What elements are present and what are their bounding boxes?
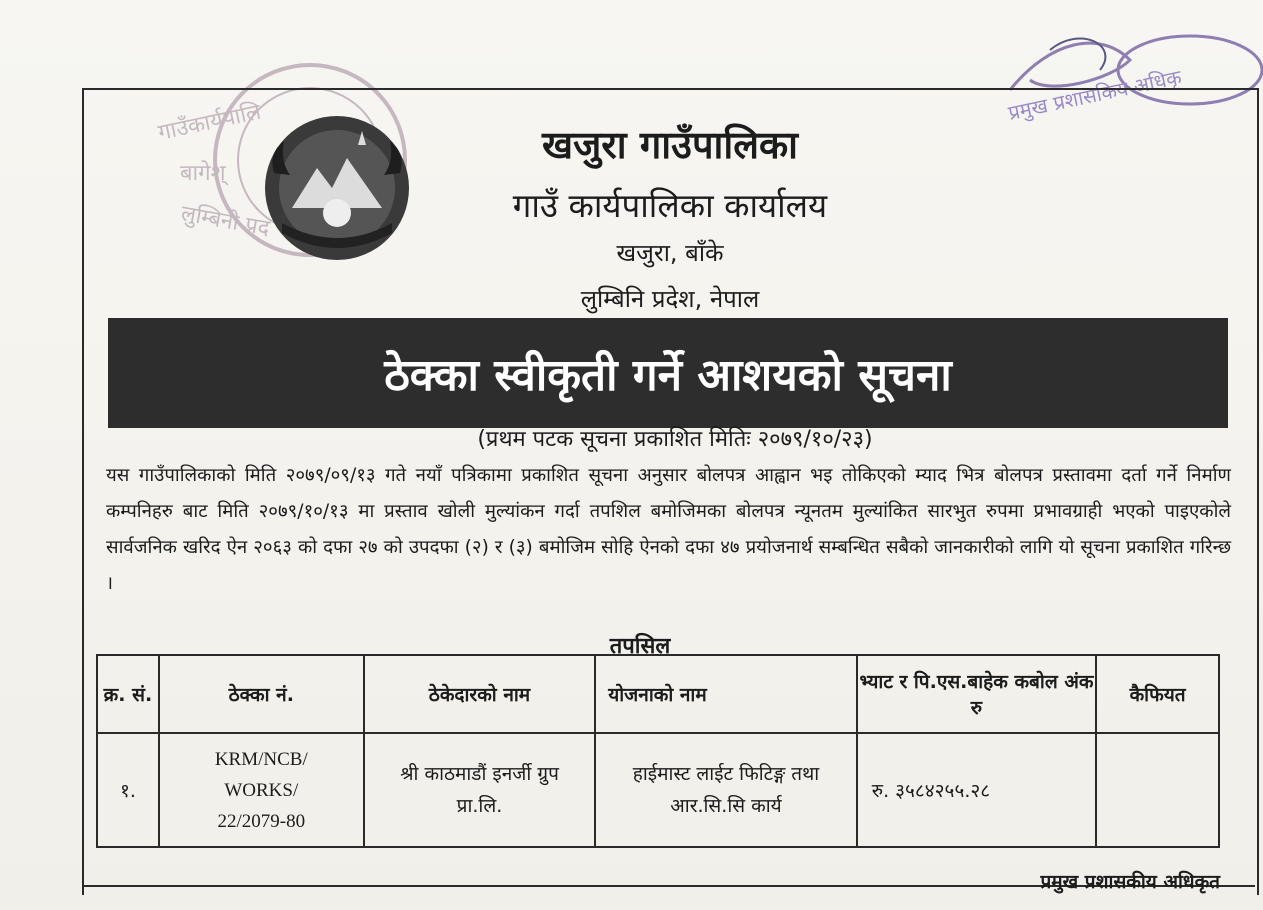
publication-date-line: (प्रथम पटक सूचना प्रकाशित मितिः २०७९/१०/२३) xyxy=(477,427,873,452)
header-contract-no: ठेक्का नं. xyxy=(159,655,364,733)
contract-table xyxy=(96,654,1220,848)
notice-title: ठेक्का स्वीकृती गर्ने आशयको सूचना xyxy=(384,350,952,401)
header-serial: क्र. सं. xyxy=(97,655,159,733)
office-address: खजुरा, बाँके xyxy=(616,239,724,267)
cell-remarks xyxy=(1096,733,1219,847)
header-remarks: कैफियत xyxy=(1096,655,1219,733)
cell-amount: रु. ३५८४२५५.२८ xyxy=(857,733,1096,847)
cell-contract-no: KRM/NCB/ WORKS/ 22/2079-80 xyxy=(159,733,364,847)
header-project: योजनाको नाम xyxy=(595,655,856,733)
signatory-title: प्रमुख प्रशासकीय अधिकृत xyxy=(1040,871,1220,893)
cell-serial: १. xyxy=(97,733,159,847)
cell-project: हाईमास्ट लाईट फिटिङ्ग तथा आर.सि.सि कार्य xyxy=(595,733,856,847)
municipality-name: खजुरा गाउँपालिका xyxy=(541,123,798,167)
svg-text:लुम्बिनी प्रद: लुम्बिनी प्रद xyxy=(178,201,272,242)
stamp-text: प्रमुख प्रशासकिय अधिकृ xyxy=(1006,64,1184,125)
office-province: लुम्बिनि प्रदेश, नेपाल xyxy=(580,285,760,313)
header-contractor: ठेकेदारको नाम xyxy=(364,655,596,733)
svg-text:गाउँकार्यपालि: गाउँकार्यपालि xyxy=(156,99,264,146)
cell-contractor: श्री काठमाडौं इनर्जी ग्रुप प्रा.लि. xyxy=(364,733,596,847)
table-row xyxy=(97,733,1219,847)
svg-text:बागेश्: बागेश् xyxy=(180,161,226,186)
notice-body: यस गाउँपालिकाको मिति २०७९/०९/१३ गते नयाँ पत्रिकामा प्रकाशित सूचना अनुसार बोलपत्र आह्वान भइ तोकिएको म्याद भित्र बोलपत्र प्रस्तावमा दर्ता गर्ने निर्माण कम्पनिहरु बाट मिति २०७९/१०/१३ मा प्रस्ताव खोली मुल्यांकन गर्दा तपशिल बमोजिमका बोलपत्र न्यूनतम मुल्यांकित सारभुत रुपमा प्रभावग्राही भएको पाइएकोले सार्वजनिक खरिद ऐन २०६३ को दफा २७ को उपदफा (२) र (३) बमोजिम सोहि ऐनको दफा ४७ प्रयोजनार्थ सम्बन्धित सबैको जानकारीको लागि यो सूचना प्रकाशित गरिन्छ । xyxy=(106,465,1231,594)
table-header-row xyxy=(97,655,1219,733)
header-amount: भ्याट र पि.एस.बाहेक कबोल अंक रु xyxy=(857,655,1096,733)
notice-title-banner xyxy=(108,318,1228,428)
office-name: गाउँ कार्यपालिका कार्यालय xyxy=(512,186,828,225)
schedule-heading: तपसिल xyxy=(609,634,671,659)
